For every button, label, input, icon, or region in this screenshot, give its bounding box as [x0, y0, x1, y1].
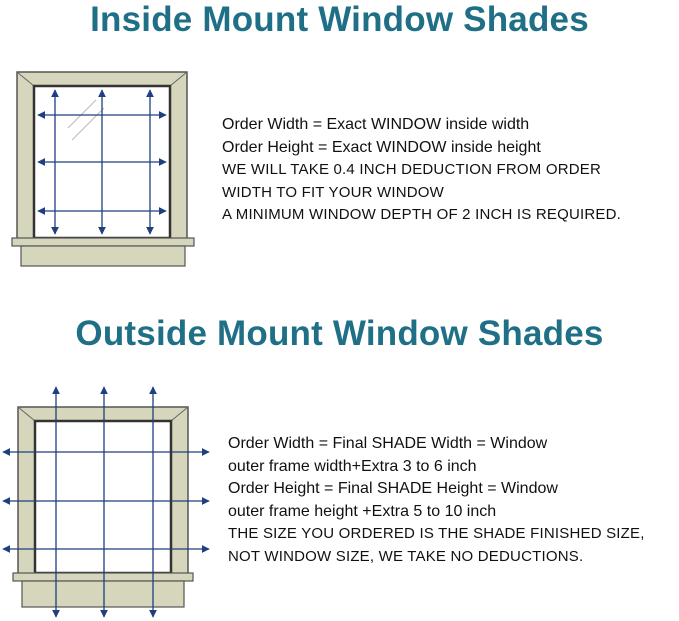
outside-mount-instructions	[228, 433, 645, 568]
inside-order-height: Order Height = Exact WINDOW inside height	[222, 138, 541, 156]
outside-order-height-cont: outer frame height +Extra 5 to 10 inch	[228, 502, 497, 520]
outside-mount-window-diagram	[0, 383, 212, 621]
inside-mount-window-diagram	[8, 68, 198, 268]
outside-mount-title: Outside Mount Window Shades	[75, 314, 604, 353]
window-apron	[22, 581, 184, 607]
inside-deduction-note-cont: WIDTH TO FIT YOUR WINDOW	[222, 183, 445, 201]
outside-order-width-cont: outer frame width+Extra 3 to 6 inch	[228, 457, 477, 475]
inside-deduction-note: WE WILL TAKE 0.4 INCH DEDUCTION FROM ORDER	[222, 161, 601, 178]
window-apron	[21, 246, 185, 266]
inside-depth-requirement: A MINIMUM WINDOW DEPTH OF 2 INCH IS REQUIRED.	[222, 206, 622, 223]
window-sill	[13, 573, 193, 581]
outside-order-height: Order Height = Final SHADE Height = Window	[228, 480, 558, 497]
outside-order-width: Order Width = Final SHADE Width = Window	[228, 435, 548, 452]
outside-finished-size-note: THE SIZE YOU ORDERED IS THE SHADE FINISHED SIZE,	[228, 525, 645, 542]
inside-order-width: Order Width = Exact WINDOW inside width	[222, 116, 530, 133]
outside-no-deduction-note: NOT WINDOW SIZE, WE TAKE NO DEDUCTIONS.	[228, 547, 584, 565]
inside-mount-instructions	[222, 114, 621, 227]
inside-mount-title: Inside Mount Window Shades	[90, 0, 589, 39]
window-sill	[12, 238, 194, 246]
